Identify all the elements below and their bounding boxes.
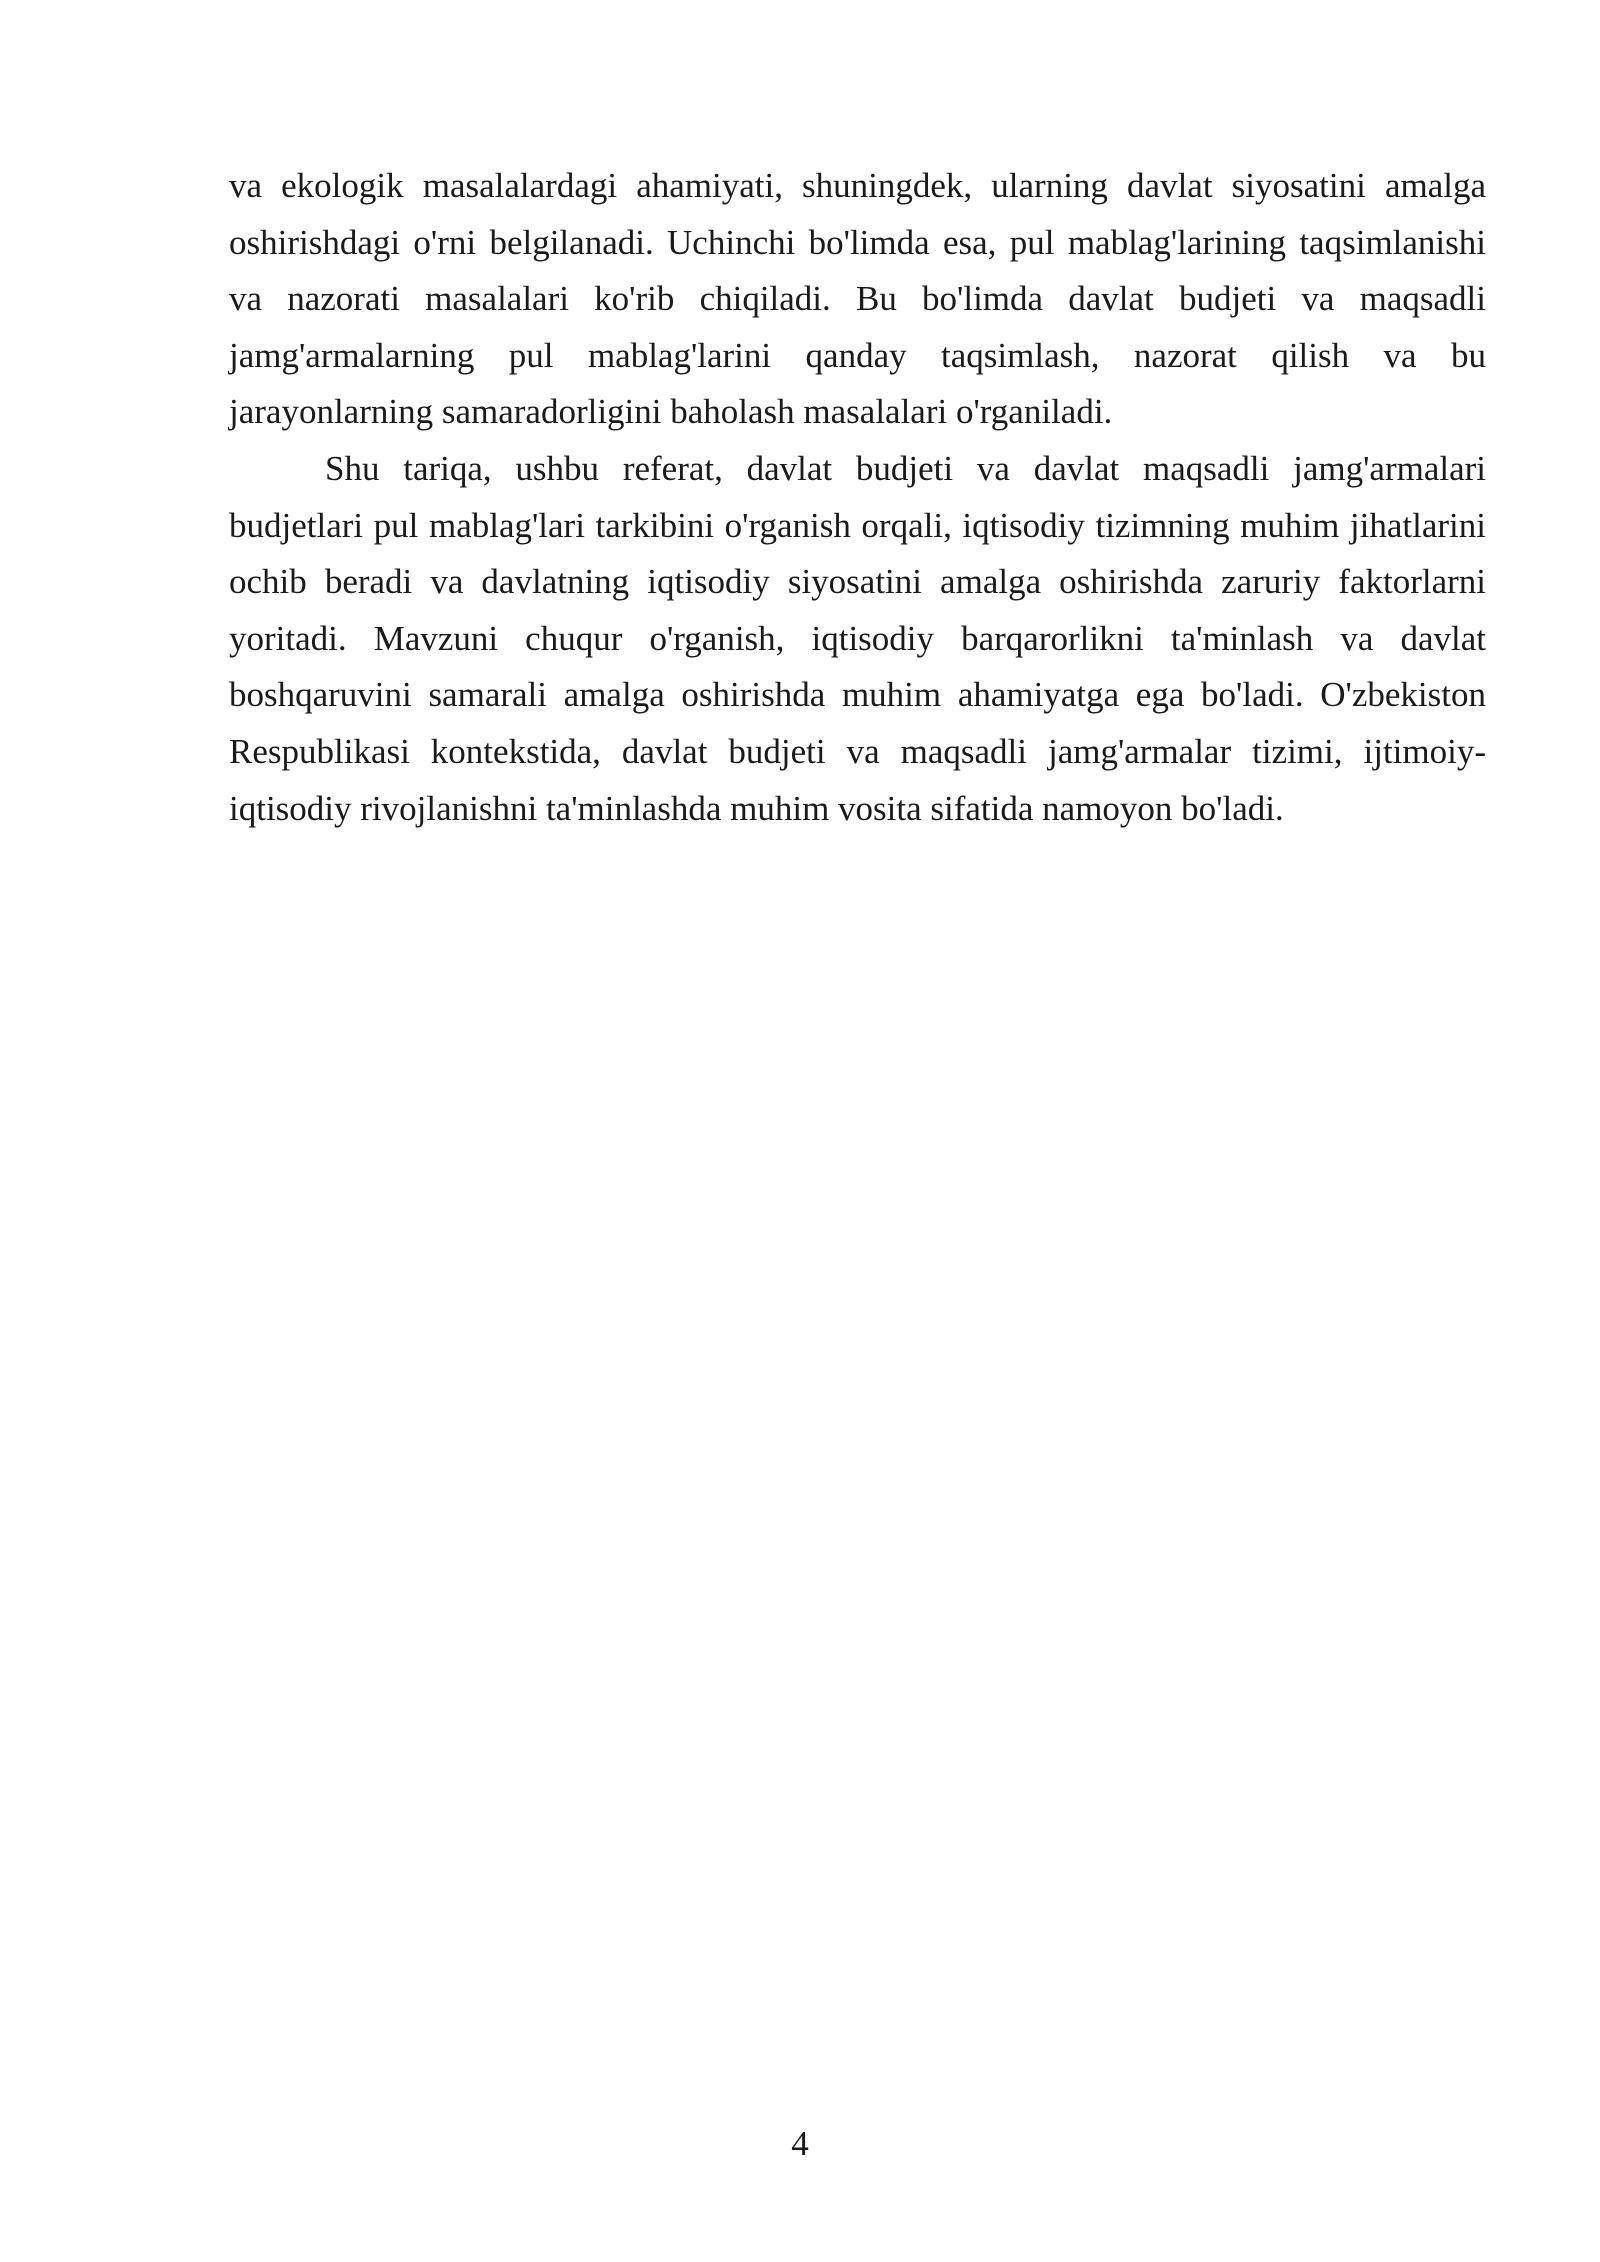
paragraph-continuation: va ekologik masalalardagi ahamiyati, shuningdek, ularning davlat siyosatini amalga oshirishdagi o'rni belgilanadi. Uchinchi bo'limda esa, pul mablag'larining taqsimlanishi va nazorati masalalari ko'rib chiqiladi. Bu bo'limda davlat budjeti va maqsadli jamg'armalarning pul mablag'larini qanday taqsimlash, nazorat qilish va bu jarayonlarning samaradorligini baholash masalalari o'rganiladi. [229,166,1486,432]
body-text [229,158,1486,837]
paragraph-conclusion: Shu tariqa, ushbu referat, davlat budjeti va davlat maqsadli jamg'armalari budjetlari pul mablag'lari tarkibini o'rganish orqali, iqtisodiy tizimning muhim jihatlarini ochib beradi va davlatning iqtisodiy siyosatini amalga oshirishda zaruriy faktorlarni yoritadi. Mavzuni chuqur o'rganish, iqtisodiy barqarorlikni ta'minlash va davlat boshqaruvini samarali amalga oshirishda muhim ahamiyatga ega bo'ladi. O'zbekiston Respublikasi kontekstida, davlat budjeti va maqsadli jamg'armalar tizimi, ijtimoiy-iqtisodiy rivojlanishni ta'minlashda muhim vosita sifatida namoyon bo'ladi. [229,448,1486,828]
page-number: 4 [791,2124,809,2163]
